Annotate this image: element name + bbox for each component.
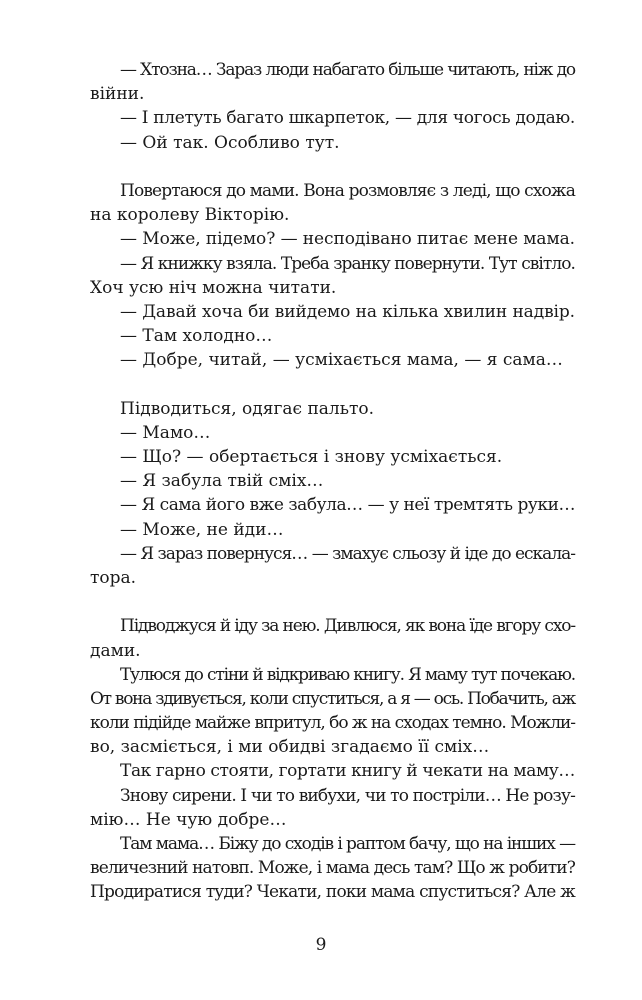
text-line: — Ой так. Особливо тут. [120,132,340,153]
page-number: 9 [315,935,327,955]
text-line: — Я книжку взяла. Треба зранку повернути. Тут світло. [120,253,575,274]
text-line: — Я зараз повернуся… — змахує сльозу й іде до ескала- [120,543,575,564]
text-line: — Я сама його вже забула… — у неї тремтять руки… [120,495,575,516]
text-line: Знову сирени. І чи то вибухи, чи то постріли… Не розу- [120,785,575,806]
text-line: війни. [90,84,145,105]
text-line: Так гарно стояти, гортати книгу й чекати на маму… [120,761,575,782]
text-line: — Може, підемо? — несподівано питає мене мама. [120,229,575,250]
blank-line [90,372,575,396]
text-line: Хоч усю ніч можна читати. [90,277,337,298]
text-line: Повертаюся до мами. Вона розмовляє з леді, що схожа [120,180,575,201]
text-line: От вона здивується, коли спуститься, а я — ось. Побачить, аж [90,688,575,709]
text-line: величезний натовп. Може, і мама десь там? Що ж робити? [90,858,575,879]
text-line: — Добре, читай, — усміхається мама, — я сама… [120,350,563,371]
text-line: — Хтозна… Зараз люди набагато більше читають, ніж до [120,60,575,80]
text-line: дами. [90,640,141,661]
text-line: тора. [90,567,137,588]
text-line: — Я забула твій сміх… [120,471,324,492]
text-line: Підводиться, одягає пальто. [120,398,375,419]
text-line: — Мамо… [120,422,211,443]
text-line: — Там холодно… [120,326,273,347]
body-text [90,58,575,905]
text-line: — Може, не йди… [120,519,284,540]
blank-line [90,155,575,179]
text-line: Продиратися туди? Чекати, поки мама спуститься? Але ж [90,882,575,903]
text-line: Там мама… Біжу до сходів і раптом бачу, що на інших — [120,834,575,854]
text-line: Підводжуся й іду за нею. Дивлюся, як вона їде вгору схо- [120,616,575,637]
text-line: мію… Не чую добре… [90,809,287,830]
text-line: — Що? — обертається і знову усміхається. [120,447,503,467]
text-line: Тулюся до стіни й відкриваю книгу. Я маму тут почекаю. [120,664,575,685]
text-line: на королеву Вікторію. [90,205,290,226]
text-line: коли підійде майже впритул, бо ж на сходах темно. Можли- [90,713,575,734]
blank-line [90,590,575,614]
text-line: — І плетуть багато шкарпеток, — для чогось додаю. [120,108,575,129]
text-line: — Давай хоча би вийдемо на кілька хвилин надвір. [120,301,575,322]
text-line: во, засміється, і ми обидві згадаємо її сміх… [90,737,490,758]
